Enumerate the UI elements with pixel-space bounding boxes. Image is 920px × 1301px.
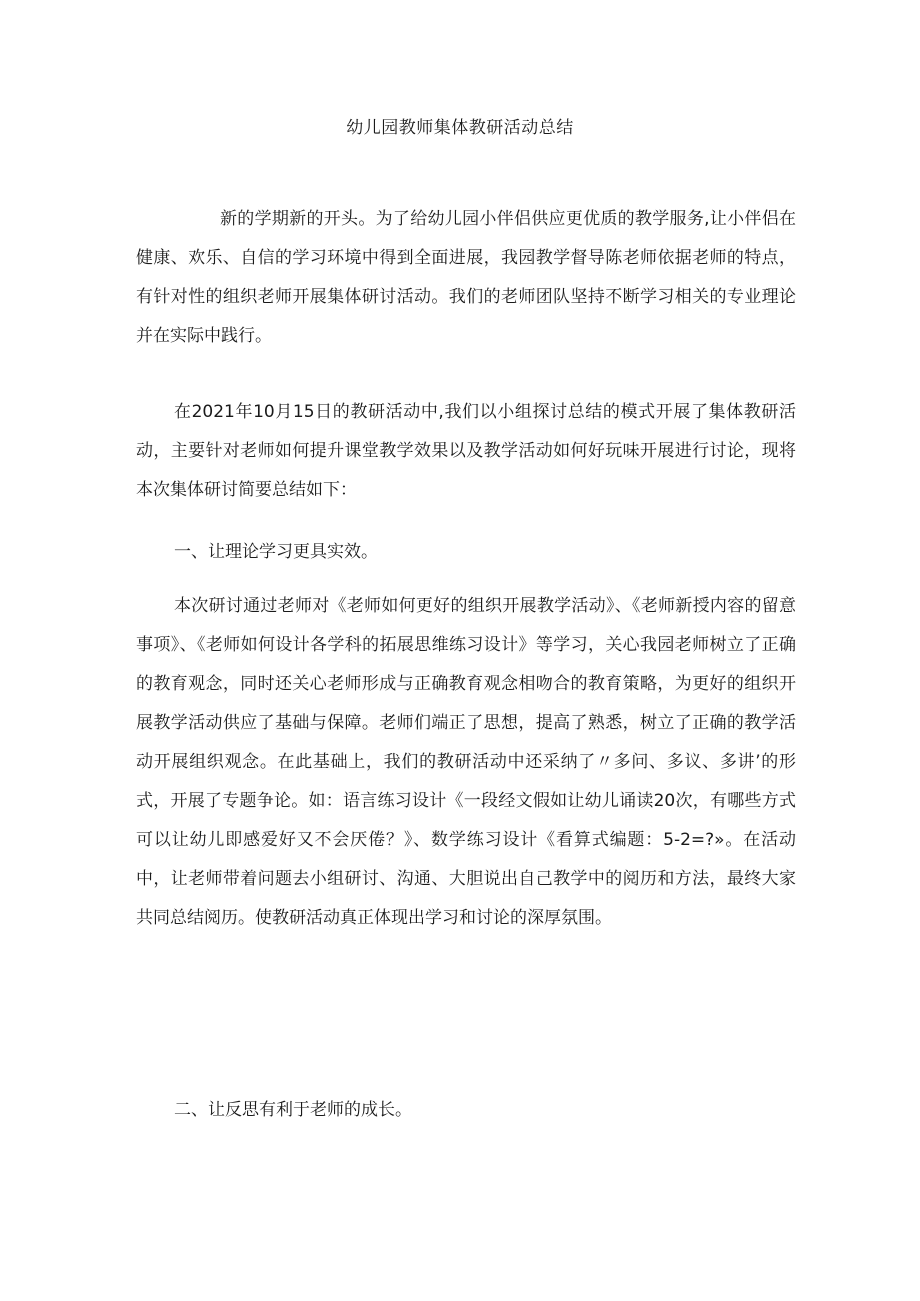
document-title: 幼儿园教师集体教研活动总结 (346, 118, 574, 138)
section-heading-1: 一、让理论学习更具实效。 (174, 542, 378, 562)
paragraph-activity: 在2021年10月15日的教研活动中,我们以小组探讨总结的模式开展了集体教研活动，主要针对老师如何提升课堂教学效果以及教学活动如何好玩味开展进行讨论，现将本次集体研讨简要总结如下： (136, 402, 796, 500)
paragraph-section-1: 本次研讨通过老师对《老师如何更好的组织开展教学活动》、《老师新授内容的留意事项》、《老师如何设计各学科的拓展思维练习设计》等学习，关心我园老师树立了正确的教育观念，同时还关心老师形成与正确教育观念相吻合的教育策略，为更好的组织开展教学活动供应了基础与保障。老师们端正了思想，提高了熟悉，树立了正确的教学活动开展组织观念。在此基础上，我们的教研活动中还采纳了〃多问、多议、多讲’的形式，开展了专题争论。如：语言练习设计《一段经文假如让幼儿诵读20次，有哪些方式可以让幼儿即感爱好又不会厌倦？》、数学练习设计《看算式编题：5-2=?»。在活动中，让老师带着问题去小组研讨、沟通、大胆说出自己教学中的阅历和方法，最终大家共同总结阅历。使教研活动真正体现出学习和讨论的深厚氛围。 (136, 596, 796, 928)
section-heading-2: 二、让反思有利于老师的成长。 (174, 1100, 412, 1120)
paragraph-intro: 新的学期新的开头。为了给幼儿园小伴侣供应更优质的教学服务,让小伴侣在健康、欢乐、自信的学习环境中得到全面进展，我园教学督导陈老师依据老师的特点，有针对性的组织老师开展集体研讨活动。我们的老师团队坚持不断学习相关的专业理论并在实际中践行。 (136, 209, 796, 346)
